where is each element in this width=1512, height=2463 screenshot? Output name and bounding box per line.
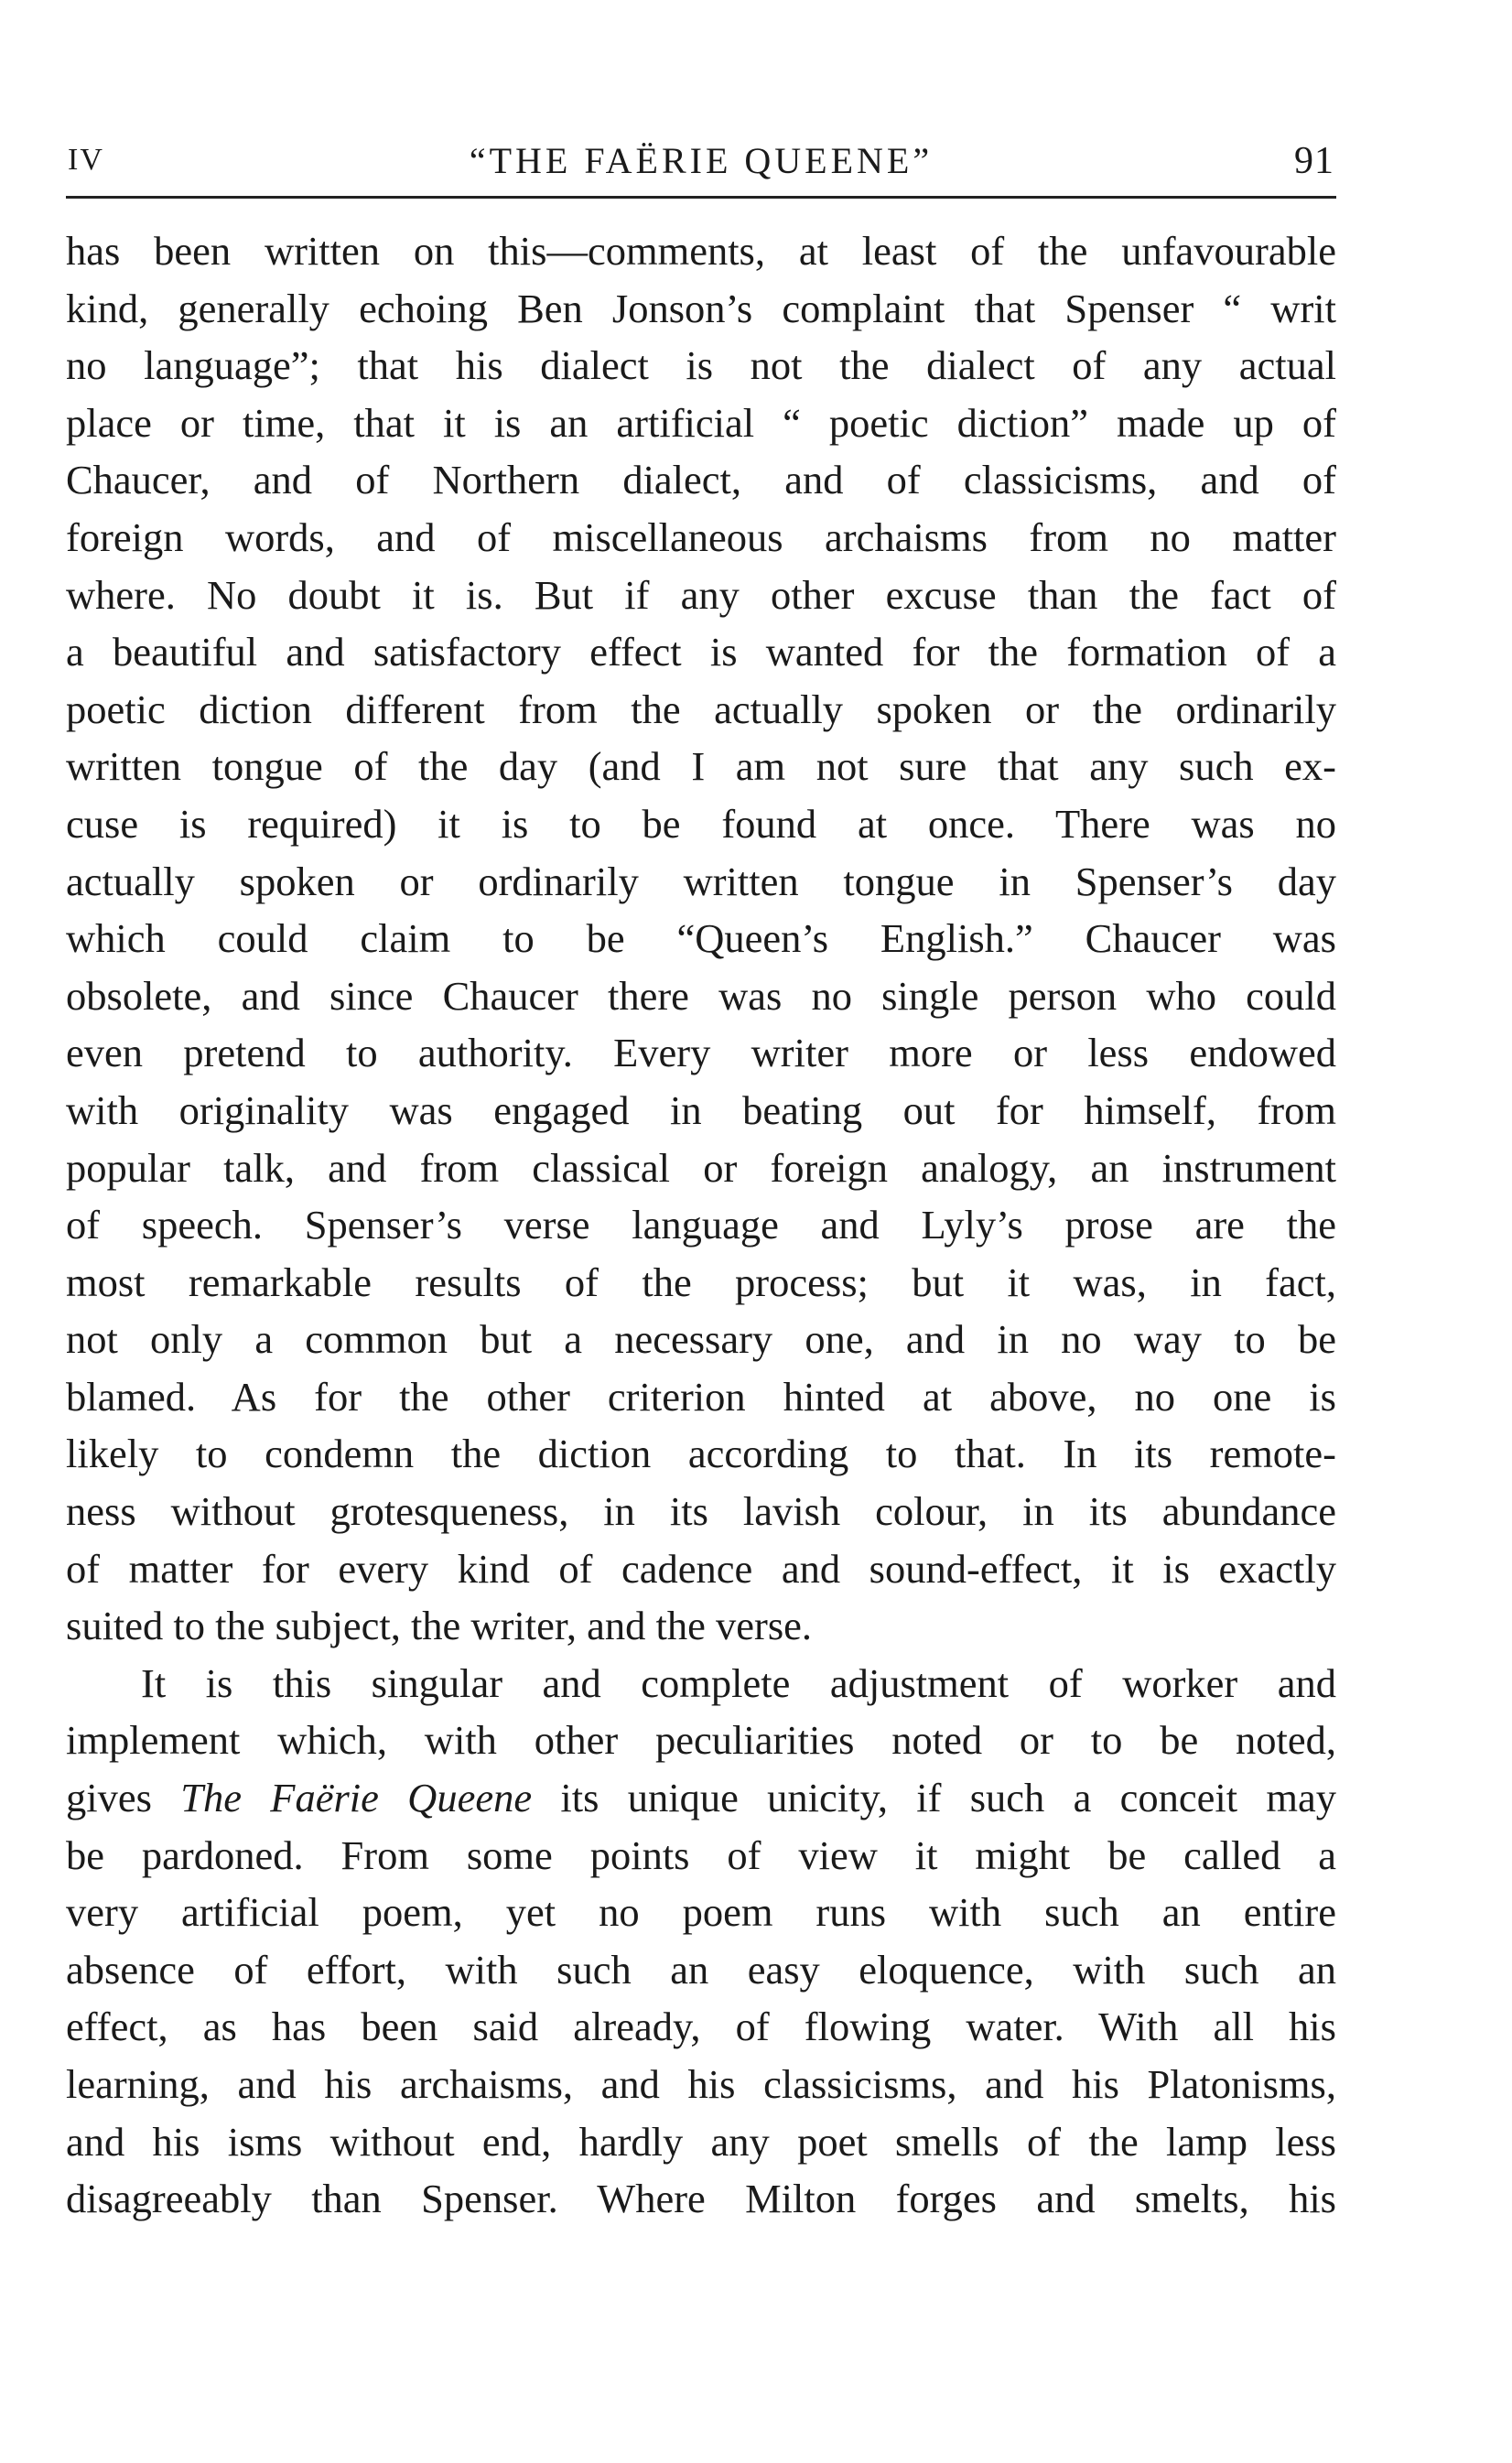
text-line: where. No doubt it is. But if any other excuse than the fact of <box>66 571 1336 618</box>
text-line: of speech. Spenser’s verse language and Lyly’s prose are the <box>66 1202 1336 1248</box>
text-line: It is this singular and complete adjustment of worker and <box>141 1659 1336 1706</box>
text-line: which could claim to be “Queen’s English.” Chaucer was <box>66 915 1336 962</box>
paragraph-2 <box>66 1655 1336 2228</box>
text-line: a beautiful and satisfactory effect is wanted for the formation of a <box>66 629 1336 675</box>
text-line: popular talk, and from classical or foreign analogy, an instrument <box>66 1144 1336 1191</box>
text-span: its unique unicity, if such a conceit may <box>532 1775 1336 1821</box>
text-line: effect, as has been said already, of flowing water. With all his <box>66 2004 1336 2050</box>
text-line: very artificial poem, yet no poem runs with such an entire <box>66 1889 1336 1936</box>
text-line: even pretend to authority. Every writer more or less endowed <box>66 1030 1336 1076</box>
paragraph-1 <box>66 222 1336 1655</box>
chapter-number: IV <box>68 143 104 177</box>
text-line: disagreeably than Spenser. Where Milton forges and smelts, his <box>66 2176 1336 2222</box>
text-line: actually spoken or ordinarily written tongue in Spenser’s day <box>66 858 1336 904</box>
book-title-italic: The Faërie Queene <box>180 1775 533 1821</box>
text-line: suited to the subject, the writer, and the verse. <box>66 1603 813 1649</box>
text-line: obsolete, and since Chaucer there was no single person who could <box>66 972 1336 1019</box>
text-line: not only a common but a necessary one, and in no way to be <box>66 1316 1336 1363</box>
text-line: place or time, that it is an artificial “ poetic diction” made up of <box>66 399 1336 446</box>
text-line: learning, and his archaisms, and his classicisms, and his Platonisms, <box>66 2061 1336 2107</box>
text-line: kind, generally echoing Ben Jonson’s complaint that Spenser “ writ <box>66 285 1336 331</box>
text-line <box>66 1769 1336 1827</box>
text-line: poetic diction different from the actually spoken or the ordinarily <box>66 686 1336 732</box>
book-page <box>66 126 1336 2228</box>
text-line: blamed. As for the other criterion hinted at above, no one is <box>66 1373 1336 1420</box>
text-line: cuse is required) it is to be found at once. There was no <box>66 800 1336 847</box>
text-line: and his isms without end, hardly any poet smells of the lamp less <box>66 2118 1336 2165</box>
text-line: foreign words, and of miscellaneous archaisms from no matter <box>66 513 1336 560</box>
body-text <box>66 222 1336 2228</box>
text-line: with originality was engaged in beating out for himself, from <box>66 1086 1336 1133</box>
text-line: implement which, with other peculiarities noted or to be noted, <box>66 1717 1336 1764</box>
page-number: 91 <box>1294 140 1334 182</box>
text-line: be pardoned. From some points of view it might be called a <box>66 1831 1336 1878</box>
text-line: no language”; that his dialect is not the dialect of any actual <box>66 342 1336 389</box>
header-rule <box>66 196 1336 199</box>
text-line: Chaucer, and of Northern dialect, and of classicisms, and of <box>66 457 1336 503</box>
text-line: absence of effort, with such an easy eloquence, with such an <box>66 1946 1336 1993</box>
running-title: “THE FAËRIE QUEENE” <box>469 140 934 181</box>
text-line: likely to condemn the diction according to that. In its remote- <box>66 1431 1336 1477</box>
text-line: written tongue of the day (and I am not sure that any such ex- <box>66 743 1336 790</box>
text-span: gives <box>66 1775 181 1821</box>
text-line: of matter for every kind of cadence and sound-effect, it is exactly <box>66 1545 1336 1592</box>
running-head <box>66 126 1336 181</box>
text-line: most remarkable results of the process; but it was, in fact, <box>66 1259 1336 1305</box>
text-line: ness without grotesqueness, in its lavish colour, in its abundance <box>66 1488 1336 1535</box>
text-line: has been written on this—comments, at least of the unfavourable <box>66 228 1336 274</box>
